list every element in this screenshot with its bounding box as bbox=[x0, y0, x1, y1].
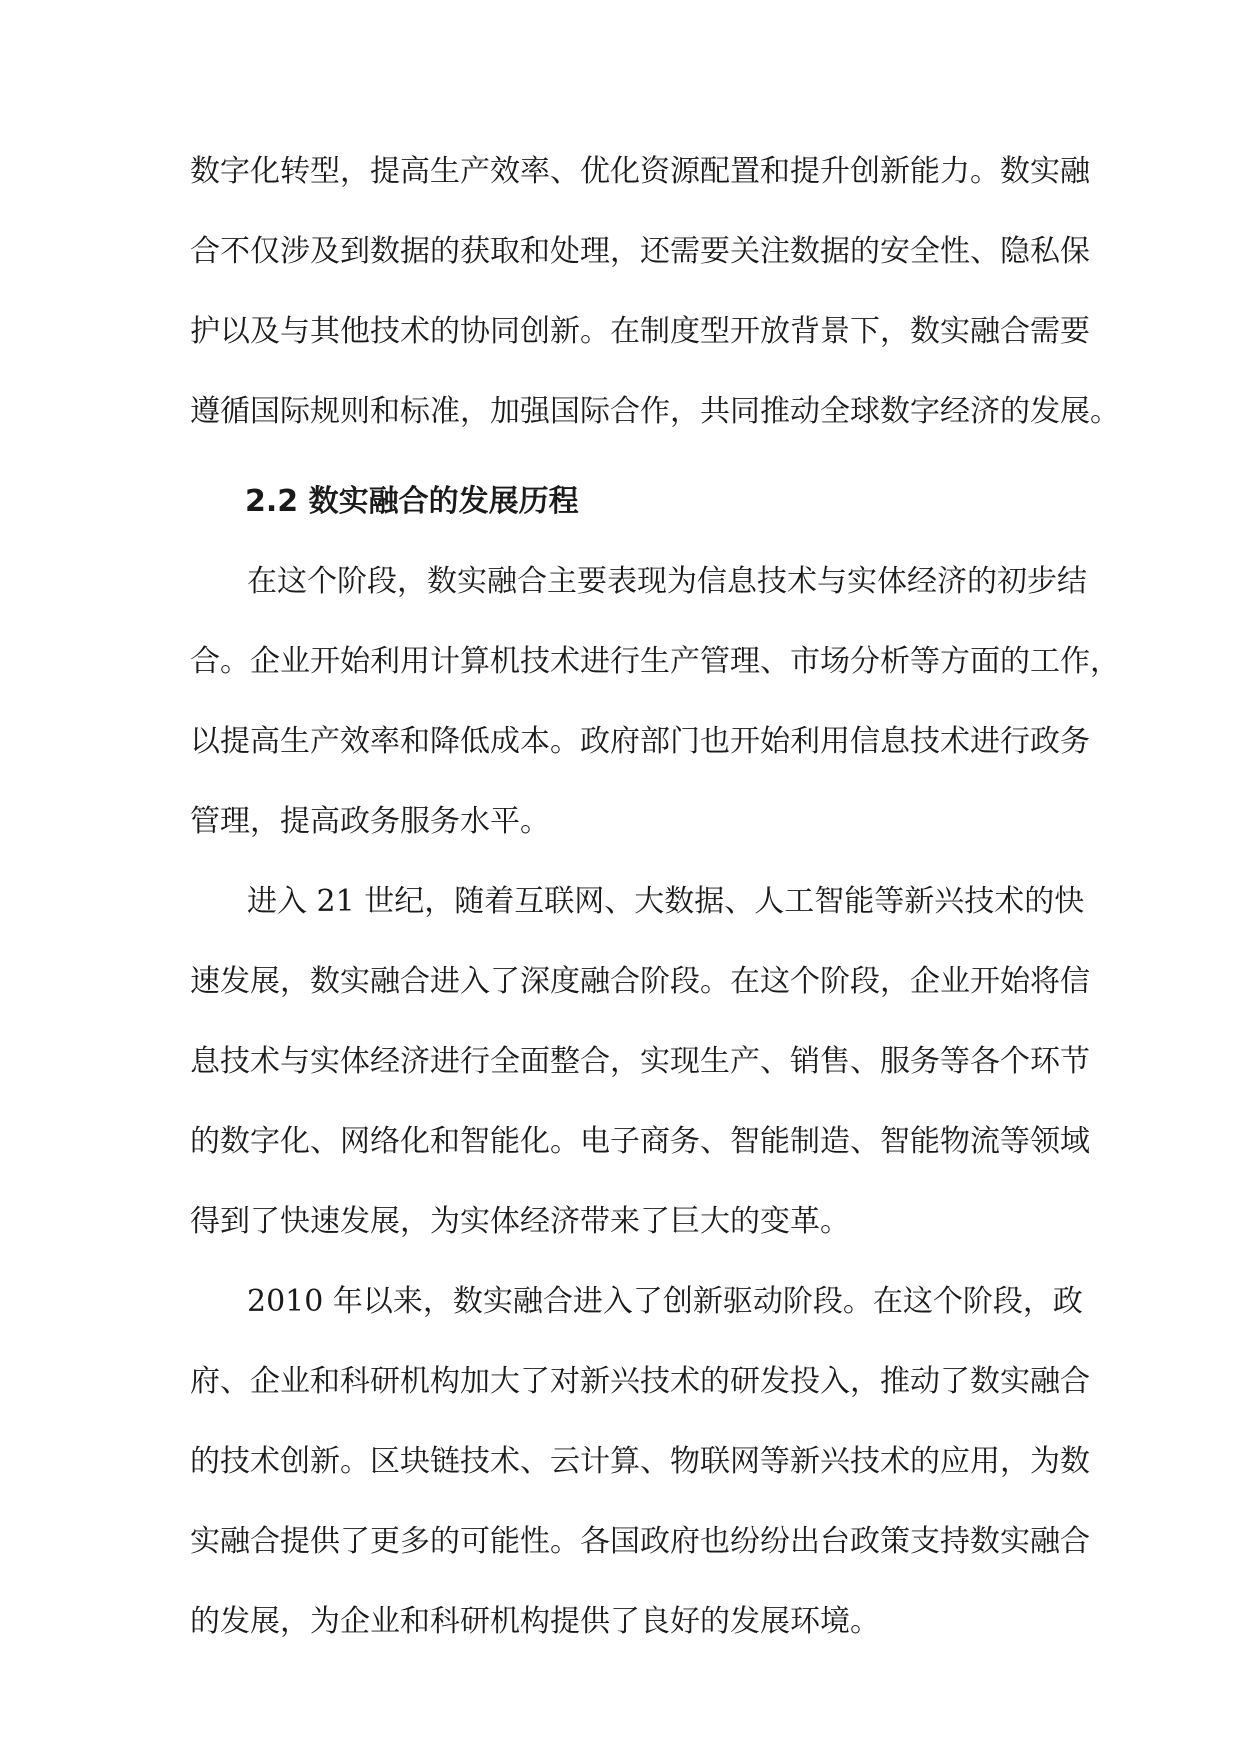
text-line: 府、企业和科研机构加大了对新兴技术的研发投入，推动了数实融合 bbox=[190, 1364, 1090, 1399]
text-line: 息技术与实体经济进行全面整合，实现生产、销售、服务等各个环节 bbox=[190, 1044, 1090, 1079]
text-line: 数字化转型，提高生产效率、优化资源配置和提升创新能力。数实融 bbox=[190, 154, 1090, 189]
text-line: 的发展，为企业和科研机构提供了良好的发展环境。 bbox=[190, 1604, 880, 1639]
text-line: 合不仅涉及到数据的获取和处理，还需要关注数据的安全性、隐私保 bbox=[190, 234, 1090, 269]
text-line: 管理，提高政务服务水平。 bbox=[190, 804, 550, 839]
text-line: 得到了快速发展，为实体经济带来了巨大的变革。 bbox=[190, 1204, 850, 1239]
section-heading: 2.2 数实融合的发展历程 bbox=[245, 484, 579, 519]
text-line: 合。企业开始利用计算机技术进行生产管理、市场分析等方面的工作， bbox=[190, 644, 1120, 679]
text-line: 护以及与其他技术的协同创新。在制度型开放背景下，数实融合需要 bbox=[190, 314, 1090, 349]
text-line: 的技术创新。区块链技术、云计算、物联网等新兴技术的应用，为数 bbox=[190, 1444, 1090, 1479]
text-line: 在这个阶段，数实融合主要表现为信息技术与实体经济的初步结 bbox=[247, 564, 1087, 599]
text-line: 以提高生产效率和降低成本。政府部门也开始利用信息技术进行政务 bbox=[190, 724, 1090, 759]
text-line: 遵循国际规则和标准，加强国际合作，共同推动全球数字经济的发展。 bbox=[190, 394, 1120, 429]
text-line: 实融合提供了更多的可能性。各国政府也纷纷出台政策支持数实融合 bbox=[190, 1524, 1090, 1559]
text-line: 2010 年以来，数实融合进入了创新驱动阶段。在这个阶段，政 bbox=[247, 1284, 1083, 1319]
text-line: 的数字化、网络化和智能化。电子商务、智能制造、智能物流等领域 bbox=[190, 1124, 1090, 1159]
text-line: 速发展，数实融合进入了深度融合阶段。在这个阶段，企业开始将信 bbox=[190, 964, 1090, 999]
text-line: 进入 21 世纪，随着互联网、大数据、人工智能等新兴技术的快 bbox=[247, 884, 1085, 919]
